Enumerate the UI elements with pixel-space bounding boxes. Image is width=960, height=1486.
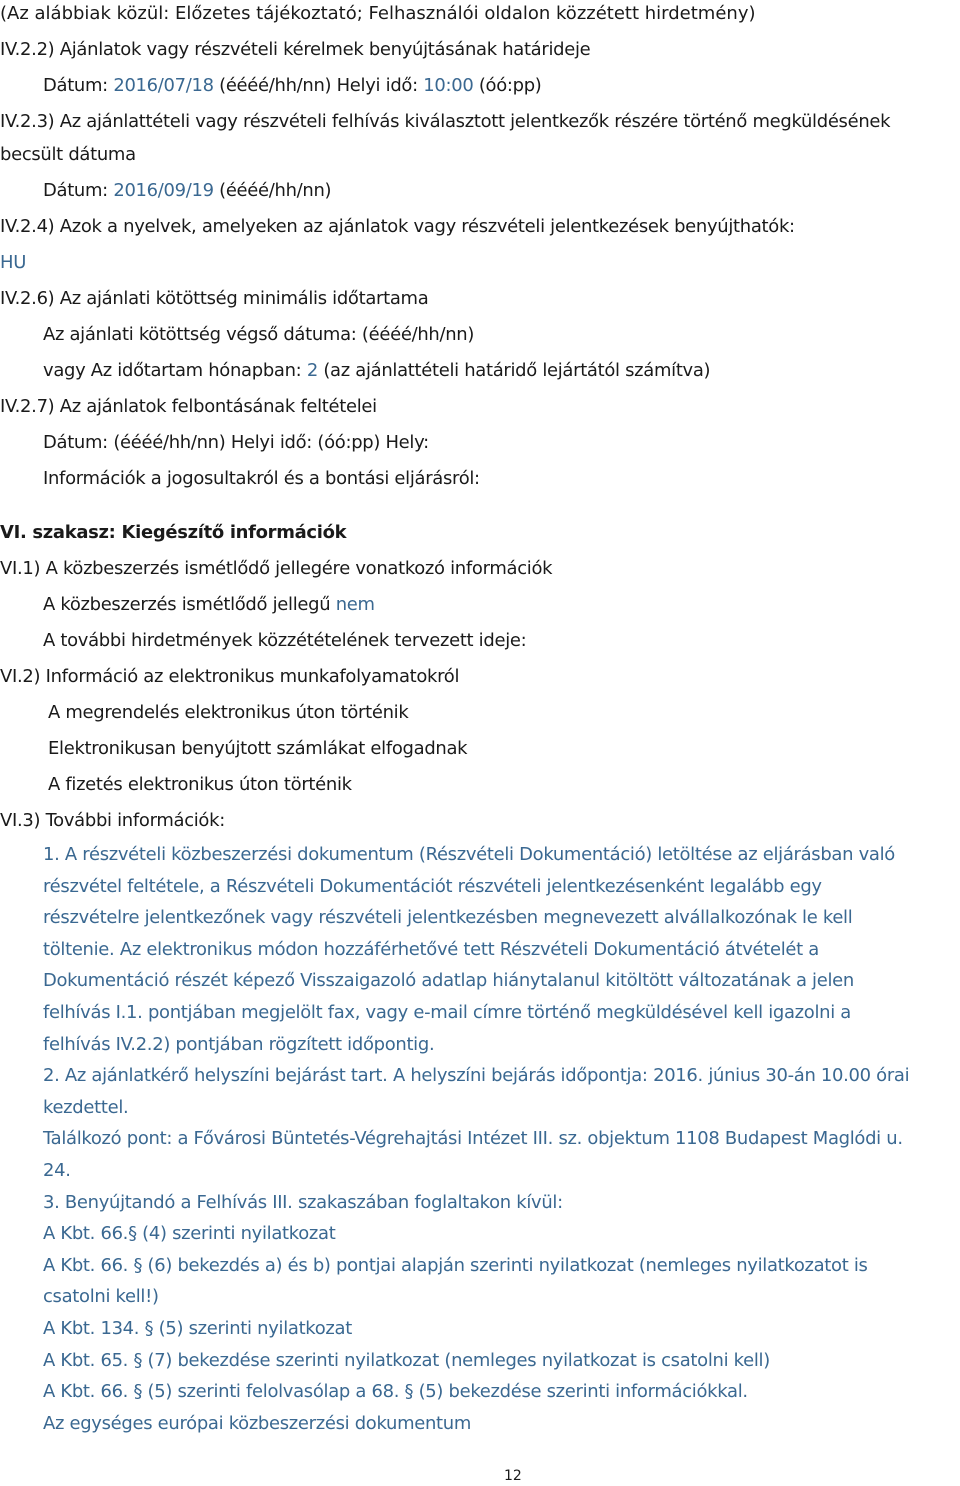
further-info-block — [0, 839, 960, 1439]
further-info-line: felhívás IV.2.2) pontjában rögzített időpontig. — [43, 1033, 435, 1055]
iv22-date-line: Dátum: 2016/07/18 (éééé/hh/nn) Helyi idő: 10:00 (óó:pp) — [43, 75, 542, 96]
further-info-line: 1. A részvételi közbeszerzési dokumentum (Részvételi Dokumentáció) letöltése az eljárásban való — [43, 844, 895, 865]
further-info-line: A Kbt. 65. § (7) bekezdése szerinti nyilatkozat (nemleges nyilatkozat is csatolni kell) — [43, 1349, 770, 1371]
vi3-heading: VI.3) További információk: — [0, 810, 225, 831]
iv27-date-line: Dátum: (éééé/hh/nn) Helyi idő: (óó:pp) Hely: — [43, 432, 429, 453]
iv26-final-date: Az ajánlati kötöttség végső dátuma: (éééé/hh/nn) — [43, 324, 475, 345]
further-info-line: Találkozó pont: a Fővárosi Büntetés-Végrehajtási Intézet III. sz. objektum 1108 Budapest Maglódi u. — [43, 1128, 903, 1150]
iv24-language: HU — [0, 252, 27, 273]
iv27-info-line: Információk a jogosultakról és a bontási eljárásról: — [43, 468, 480, 489]
iv23-date-value: 2016/09/19 — [113, 180, 214, 201]
vi2-invoicing: Elektronikusan benyújtott számlákat elfogadnak — [48, 738, 468, 759]
iv23-heading: IV.2.3) Az ajánlattételi vagy részvételi felhívás kiválasztott jelentkezők részére történő megküldésének — [0, 111, 891, 132]
further-info-line: kezdettel. — [43, 1096, 129, 1118]
vi1-next-notices: A további hirdetmények közzétételének tervezett ideje: — [43, 630, 527, 651]
notice-type-line: (Az alábbiak közül: Előzetes tájékoztató; Felhasználói oldalon közzétett hirdetmény) — [0, 3, 756, 24]
further-info-line: A Kbt. 66. § (5) szerinti felolvasólap a 68. § (5) bekezdése szerinti információkkal. — [43, 1381, 748, 1403]
further-info-line: 24. — [43, 1159, 71, 1181]
further-info-line: részvétel feltétele, a Részvételi Dokumentációt részvételi jelentkezésenként legalább egy — [43, 875, 822, 897]
vi1-recurring: A közbeszerzés ismétlődő jellegű nem — [43, 594, 375, 615]
iv26-duration-value: 2 — [306, 360, 318, 381]
vi2-payment: A fizetés elektronikus úton történik — [48, 774, 352, 795]
section-vi-title: VI. szakasz: Kiegészítő információk — [0, 522, 347, 543]
further-info-line: csatolni kell!) — [43, 1286, 159, 1308]
iv26-duration: vagy Az időtartam hónapban: 2 (az ajánlattételi határidő lejártától számítva) — [43, 360, 711, 381]
vi2-heading: VI.2) Információ az elektronikus munkafolyamatokról — [0, 666, 460, 687]
page-number: 12 — [504, 1468, 522, 1484]
iv22-time-value: 10:00 — [423, 75, 474, 96]
iv22-date-value: 2016/07/18 — [113, 75, 214, 96]
further-info-line: részvételre jelentkezőnek vagy részvételi jelentkezésben megnevezett alvállalkozónak le kell — [43, 907, 853, 929]
iv26-heading: IV.2.6) Az ajánlati kötöttség minimális időtartama — [0, 288, 429, 309]
vi2-ordering: A megrendelés elektronikus úton történik — [48, 702, 409, 723]
further-info-line: A Kbt. 134. § (5) szerinti nyilatkozat — [43, 1317, 352, 1339]
further-info-line: A Kbt. 66. § (6) bekezdés a) és b) pontjai alapján szerinti nyilatkozat (nemleges nyilatkozatot is — [43, 1254, 868, 1276]
further-info-line: 3. Benyújtandó a Felhívás III. szakaszában foglaltakon kívül: — [43, 1191, 563, 1213]
iv24-heading: IV.2.4) Azok a nyelvek, amelyeken az ajánlatok vagy részvételi jelentkezések benyújthatók: — [0, 216, 795, 237]
iv27-heading: IV.2.7) Az ajánlatok felbontásának feltételei — [0, 396, 377, 417]
vi1-recurring-value: nem — [335, 594, 375, 615]
vi1-heading: VI.1) A közbeszerzés ismétlődő jellegére vonatkozó információk — [0, 558, 553, 579]
further-info-line: felhívás I.1. pontjában megjelölt fax, vagy e-mail címre történő megküldésével kell igazolni a — [43, 1001, 851, 1023]
further-info-line: Dokumentáció részét képező Visszaigazoló adatlap hiánytalanul kitöltött változatának a jelen — [43, 970, 854, 992]
iv23-heading-cont: becsült dátuma — [0, 144, 136, 165]
iv23-date-line: Dátum: 2016/09/19 (éééé/hh/nn) — [43, 180, 332, 201]
further-info-line: 2. Az ajánlatkérő helyszíni bejárást tart. A helyszíni bejárás időpontja: 2016. június 30-án 10.00 órai — [43, 1065, 910, 1087]
iv22-heading: IV.2.2) Ajánlatok vagy részvételi kérelmek benyújtásának határideje — [0, 39, 591, 60]
further-info-line: A Kbt. 66.§ (4) szerinti nyilatkozat — [43, 1223, 336, 1245]
further-info-line: töltenie. Az elektronikus módon hozzáférhetővé tett Részvételi Dokumentáció átvételét a — [43, 938, 819, 960]
further-info-line: Az egységes európai közbeszerzési dokumentum — [43, 1412, 472, 1434]
